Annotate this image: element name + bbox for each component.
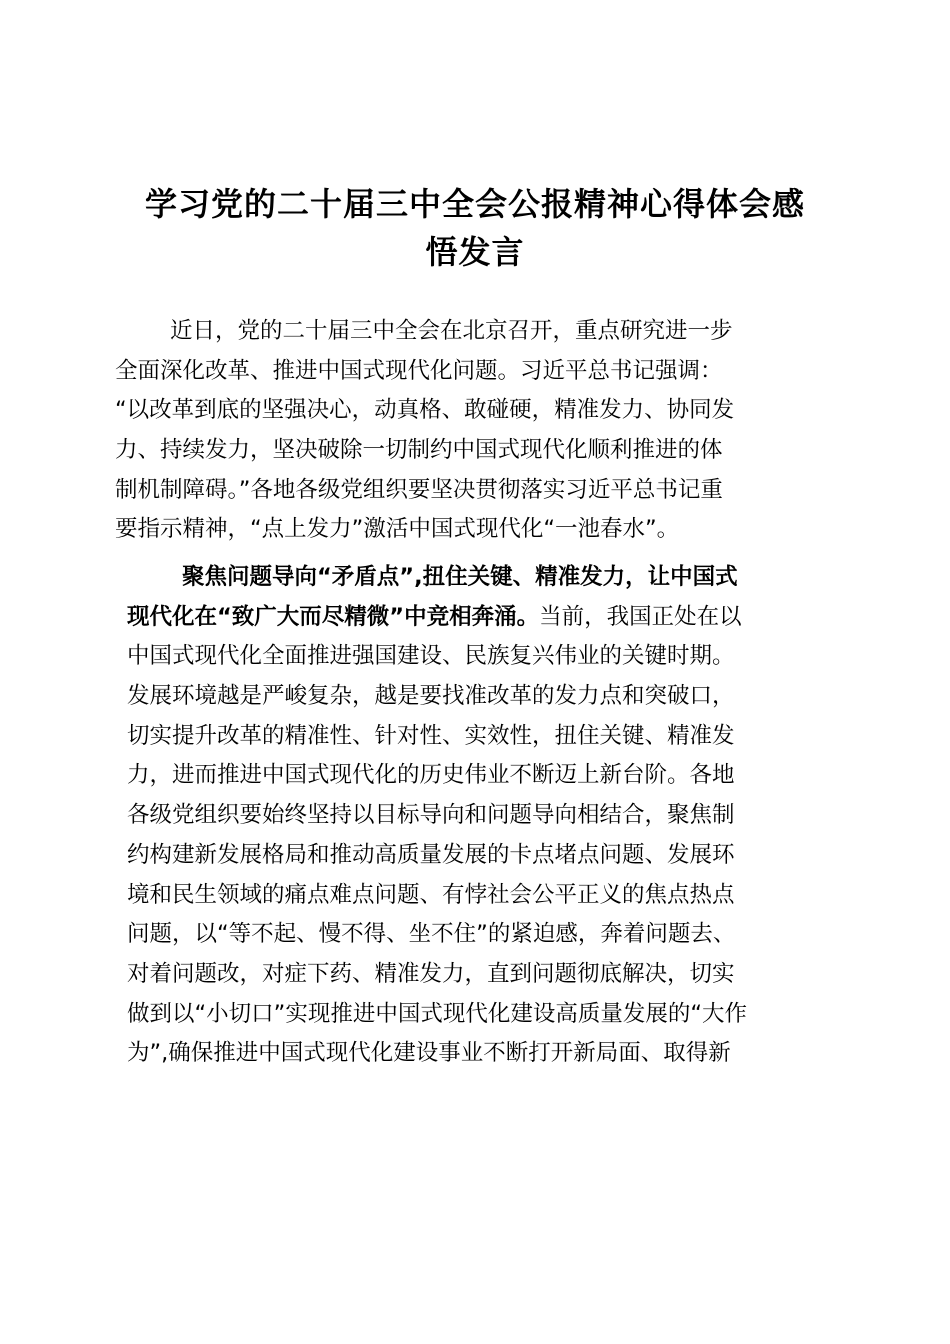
paragraph-line: 制机制障碍。”各地各级党组织要坚决贯彻落实习近平总书记重 bbox=[115, 476, 723, 503]
paragraph-line: 境和民生领域的痛点难点问题、有悖社会公平正义的焦点热点 bbox=[127, 881, 735, 908]
paragraph-line: 全面深化改革、推进中国式现代化问题。习近平总书记强调： bbox=[115, 357, 723, 384]
paragraph-line: 要指示精神，“点上发力”激活中国式现代化“一池春水”。 bbox=[115, 516, 680, 543]
paragraph-line: 发展环境越是严峻复杂，越是要找准改革的发力点和突破口， bbox=[127, 683, 735, 710]
paragraph-line: 为”,确保推进中国式现代化建设事业不断打开新局面、取得新 bbox=[127, 1040, 731, 1067]
paragraph-heading-line: 聚焦问题导向“矛盾点”,扭住关键、精准发力，让中国式 bbox=[182, 564, 738, 590]
document-title bbox=[110, 180, 840, 276]
paragraph-line: 力、持续发力，坚决破除一切制约中国式现代化顺利推进的体 bbox=[115, 437, 723, 464]
paragraph-line: “以改革到底的坚强决心，动真格、敢碰硬，精准发力、协同发 bbox=[115, 397, 735, 424]
paragraph-1 bbox=[115, 312, 835, 550]
paragraph-text: 当前，我国正处在以 bbox=[539, 603, 742, 630]
paragraph-mixed-line bbox=[127, 598, 837, 638]
paragraph-line: 做到以“小切口”实现推进中国式现代化建设高质量发展的“大作 bbox=[127, 1000, 747, 1027]
paragraph-line: 约构建新发展格局和推动高质量发展的卡点堵点问题、发展环 bbox=[127, 841, 735, 868]
paragraph-line: 问题，以“等不起、慢不得、坐不住”的紧迫感，奔着问题去、 bbox=[127, 921, 736, 948]
paragraph-line: 对着问题改，对症下药、精准发力，直到问题彻底解决，切实 bbox=[127, 960, 735, 987]
paragraph-line: 各级党组织要始终坚持以目标导向和问题导向相结合，聚焦制 bbox=[127, 802, 735, 829]
title-line: 学习党的二十届三中全会公报精神心得体会感 bbox=[144, 185, 805, 223]
paragraph-2 bbox=[127, 558, 837, 1074]
paragraph-line: 力，进而推进中国式现代化的历史伟业不断迈上新台阶。各地 bbox=[127, 762, 735, 789]
paragraph-heading-text: 现代化在“致广大而尽精微”中竞相奔涌。 bbox=[127, 603, 540, 630]
paragraph-line: 近日，党的二十届三中全会在北京召开，重点研究进一步 bbox=[170, 318, 733, 344]
title-line: 悟发言 bbox=[425, 233, 525, 271]
paragraph-line: 中国式现代化全面推进强国建设、民族复兴伟业的关键时期。 bbox=[127, 643, 735, 670]
paragraph-line: 切实提升改革的精准性、针对性、实效性，扭住关键、精准发 bbox=[127, 722, 735, 749]
